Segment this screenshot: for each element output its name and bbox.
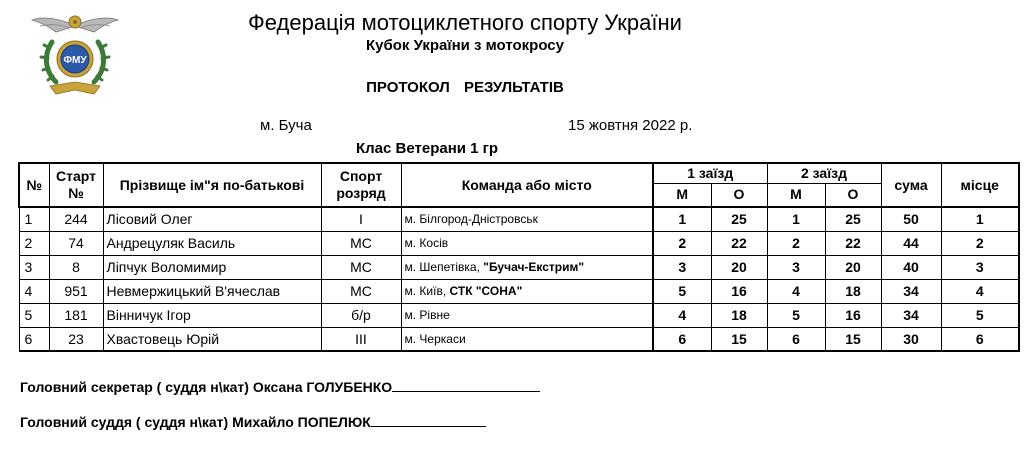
cell-race2-o: 25 xyxy=(825,207,881,231)
cell-race2-m: 5 xyxy=(767,303,825,327)
cell-name: Вінничук Ігор xyxy=(103,303,321,327)
cell-rank: МС xyxy=(321,255,401,279)
cell-num: 1 xyxy=(19,207,49,231)
cell-start: 74 xyxy=(49,231,103,255)
table-row xyxy=(19,207,1019,231)
cell-race2-m: 4 xyxy=(767,279,825,303)
col-rank-header-line1: Спорт xyxy=(339,168,383,184)
cell-race2-o: 16 xyxy=(825,303,881,327)
team-city: м. Косів xyxy=(404,236,449,250)
cell-race1-o: 22 xyxy=(711,231,767,255)
cell-race1-o: 25 xyxy=(711,207,767,231)
cell-start: 23 xyxy=(49,327,103,351)
table-row xyxy=(19,255,1019,279)
col-name-header: Прізвище ім"я по-батькові xyxy=(103,163,321,207)
team-club: СТК "СОНА" xyxy=(449,284,523,298)
cell-race1-m: 4 xyxy=(653,303,711,327)
team-club: "Бучач-Екстрим" xyxy=(483,260,585,274)
cell-team xyxy=(401,231,653,255)
cell-race2-o: 20 xyxy=(825,255,881,279)
cell-start: 181 xyxy=(49,303,103,327)
judge-signature-text: Головний суддя ( суддя н\кат) Михайло ПОПЕЛЮК xyxy=(20,414,371,430)
col-race2-header: 2 заїзд xyxy=(767,163,881,183)
col-team-header: Команда або місто xyxy=(401,163,653,207)
federation-title: Федерація мотоциклетного спорту України xyxy=(248,10,682,35)
cell-team xyxy=(401,327,653,351)
cell-sum: 34 xyxy=(881,303,941,327)
cell-rank: б/р xyxy=(321,303,401,327)
cell-team xyxy=(401,303,653,327)
col-race1-m-header: М xyxy=(653,183,711,207)
cell-race1-m: 2 xyxy=(653,231,711,255)
cell-name: Ліпчук Воломимир xyxy=(103,255,321,279)
cup-subtitle: Кубок України з мотокросу xyxy=(366,37,564,54)
col-sum-header: сума xyxy=(881,163,941,207)
cell-num: 2 xyxy=(19,231,49,255)
team-city: м. Рівне xyxy=(404,308,450,322)
event-city: м. Буча xyxy=(260,117,312,134)
table-row xyxy=(19,231,1019,255)
cell-race2-o: 15 xyxy=(825,327,881,351)
cell-num: 3 xyxy=(19,255,49,279)
cell-sum: 34 xyxy=(881,279,941,303)
cell-place: 3 xyxy=(941,255,1019,279)
col-start-header-line2: № xyxy=(68,185,84,201)
cell-race2-m: 3 xyxy=(767,255,825,279)
team-city: м. Київ, xyxy=(404,284,450,298)
cell-race1-m: 1 xyxy=(653,207,711,231)
col-race1-o-header: О xyxy=(711,183,767,207)
cell-start: 8 xyxy=(49,255,103,279)
cell-rank: МС xyxy=(321,231,401,255)
cell-race1-m: 6 xyxy=(653,327,711,351)
cell-sum: 44 xyxy=(881,231,941,255)
cell-team xyxy=(401,255,653,279)
secretary-signature-text: Головний секретар ( суддя н\кат) Оксана ГОЛУБЕНКО xyxy=(20,379,393,395)
col-place-header: місце xyxy=(941,163,1019,207)
table-row xyxy=(19,327,1019,351)
protocol-heading: ПРОТОКОЛ РЕЗУЛЬТАТІВ xyxy=(366,79,564,96)
secretary-signature-line xyxy=(20,377,540,395)
cell-name: Невмержицький В'ячеслав xyxy=(103,279,321,303)
cell-name: Лісовий Олег xyxy=(103,207,321,231)
cell-name: Хвастовець Юрій xyxy=(103,327,321,351)
cell-place: 2 xyxy=(941,231,1019,255)
cell-sum: 30 xyxy=(881,327,941,351)
cell-race1-o: 15 xyxy=(711,327,767,351)
col-rank-header xyxy=(321,163,401,207)
fmu-emblem-icon xyxy=(30,12,120,98)
team-city: м. Шепетівка, xyxy=(404,260,484,274)
cell-race1-o: 20 xyxy=(711,255,767,279)
cell-place: 5 xyxy=(941,303,1019,327)
cell-race1-m: 3 xyxy=(653,255,711,279)
cell-race2-m: 1 xyxy=(767,207,825,231)
judge-signature-blank xyxy=(371,412,486,427)
team-city: м. Білгород-Дністровськ xyxy=(404,212,538,227)
col-race2-o-header: О xyxy=(825,183,881,207)
col-num-header: № xyxy=(19,163,49,207)
cell-team xyxy=(401,279,653,303)
cell-place: 1 xyxy=(941,207,1019,231)
event-date: 15 жовтня 2022 р. xyxy=(568,117,693,134)
judge-signature-line xyxy=(20,412,486,430)
cell-race2-o: 18 xyxy=(825,279,881,303)
cell-race1-m: 5 xyxy=(653,279,711,303)
cell-rank: ІІІ xyxy=(321,327,401,351)
cell-place: 4 xyxy=(941,279,1019,303)
cell-num: 4 xyxy=(19,279,49,303)
cell-num: 5 xyxy=(19,303,49,327)
cell-race1-o: 16 xyxy=(711,279,767,303)
cell-place: 6 xyxy=(941,327,1019,351)
table-row xyxy=(19,279,1019,303)
cell-race2-m: 2 xyxy=(767,231,825,255)
results-table xyxy=(18,162,1020,352)
table-row xyxy=(19,303,1019,327)
cell-race1-o: 18 xyxy=(711,303,767,327)
cell-name: Андрецуляк Василь xyxy=(103,231,321,255)
cell-start: 951 xyxy=(49,279,103,303)
col-race1-header: 1 заїзд xyxy=(653,163,767,183)
cell-rank: МС xyxy=(321,279,401,303)
col-start-header-line1: Старт xyxy=(56,168,96,184)
cell-race2-m: 6 xyxy=(767,327,825,351)
cell-sum: 50 xyxy=(881,207,941,231)
col-race2-m-header: М xyxy=(767,183,825,207)
cell-rank: І xyxy=(321,207,401,231)
cell-race2-o: 22 xyxy=(825,231,881,255)
secretary-signature-blank xyxy=(392,377,540,392)
team-city: м. Черкаси xyxy=(404,331,466,346)
emblem-text: ФМУ xyxy=(63,55,87,66)
cell-sum: 40 xyxy=(881,255,941,279)
cell-num: 6 xyxy=(19,327,49,351)
cell-start: 244 xyxy=(49,207,103,231)
class-title: Клас Ветерани 1 гр xyxy=(356,140,499,157)
col-rank-header-line2: розряд xyxy=(336,185,386,201)
col-start-header xyxy=(49,163,103,207)
cell-team xyxy=(401,207,653,231)
